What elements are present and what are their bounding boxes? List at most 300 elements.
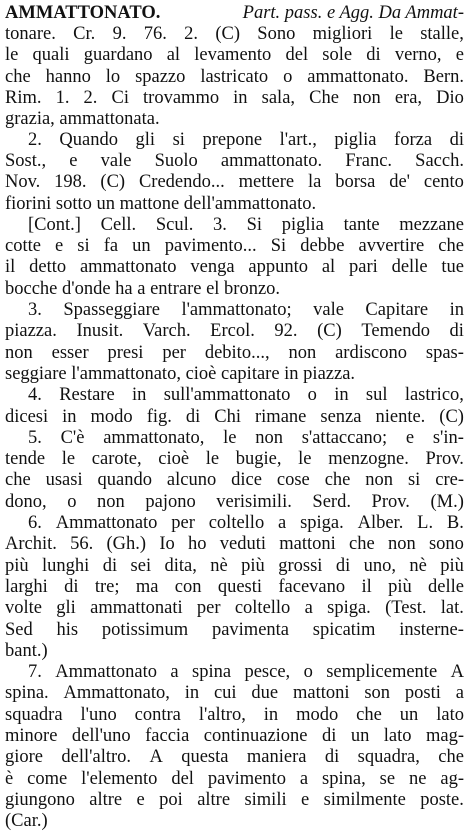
word: sala, xyxy=(261,88,296,108)
word: sul xyxy=(365,385,388,405)
entry-line xyxy=(5,532,464,556)
word: le xyxy=(298,449,312,469)
word: del xyxy=(285,45,309,65)
word: esser xyxy=(51,343,89,363)
word: 2. xyxy=(83,88,98,108)
word: s'attaccano; xyxy=(301,428,388,448)
word: in xyxy=(233,88,248,108)
entry-line xyxy=(5,745,464,769)
word: 9. xyxy=(112,24,127,44)
word: il xyxy=(5,257,16,277)
word: a xyxy=(299,769,309,789)
word: vale xyxy=(100,151,132,171)
entry-line xyxy=(5,170,464,194)
word: questi xyxy=(217,577,263,597)
word: tonare. xyxy=(5,24,56,44)
word: la xyxy=(308,172,322,192)
word: ammattonato xyxy=(79,257,177,277)
word: 92. xyxy=(274,321,298,341)
word: (C) xyxy=(317,321,342,341)
word: volte xyxy=(5,598,42,618)
word: tre; xyxy=(94,577,120,597)
word: l'uno xyxy=(80,705,117,725)
word: 56. xyxy=(70,534,94,554)
word: di xyxy=(185,407,201,427)
word: con xyxy=(174,577,202,597)
word: un xyxy=(132,236,151,256)
word: debbe xyxy=(300,236,345,256)
word: venga xyxy=(190,257,235,277)
word: e xyxy=(405,428,415,448)
word: avvertire xyxy=(358,236,425,256)
word: poi xyxy=(159,790,183,810)
word: lato xyxy=(383,726,412,746)
word: un xyxy=(399,705,419,725)
word: si xyxy=(77,236,90,256)
word: tante xyxy=(343,215,380,235)
word: son xyxy=(364,683,391,703)
word: 198. xyxy=(54,172,87,192)
word: di xyxy=(321,726,337,746)
word: ammattonato, xyxy=(103,428,205,448)
word: uno, xyxy=(363,556,396,576)
word: pavimento... xyxy=(164,236,257,256)
word: l'ammattonato; xyxy=(181,300,292,320)
word: e xyxy=(301,790,310,810)
word: che xyxy=(5,67,31,87)
word: che xyxy=(5,470,31,490)
word: che xyxy=(438,236,464,256)
word: carote, xyxy=(91,449,142,469)
word: appunto xyxy=(248,257,308,277)
word: minore xyxy=(5,726,58,746)
word: lato xyxy=(436,705,464,725)
word: [Cont.] xyxy=(28,215,81,235)
word: quando xyxy=(97,470,152,490)
word: Si xyxy=(246,215,263,235)
word: di xyxy=(366,45,381,65)
word: Archit. xyxy=(5,534,57,554)
word: Credendo... xyxy=(138,172,225,192)
word: veduti xyxy=(219,534,266,554)
word: a xyxy=(170,662,179,682)
word: cotte xyxy=(5,236,41,256)
word: quali xyxy=(32,45,70,65)
word: bugie, xyxy=(235,449,282,469)
word: spicatim xyxy=(312,620,376,640)
word: squadra xyxy=(5,705,63,725)
word: non xyxy=(255,428,283,448)
word: cre- xyxy=(435,470,464,490)
word: debito..., xyxy=(204,343,270,363)
word: Cr. xyxy=(73,24,96,44)
word: non xyxy=(97,492,125,512)
word: Scul. xyxy=(155,215,194,235)
word: ma xyxy=(135,577,159,597)
word: lastricato xyxy=(200,67,269,87)
word: dell'altro. xyxy=(61,747,132,767)
word: si xyxy=(407,470,421,490)
word: e xyxy=(55,236,64,256)
word: le xyxy=(205,449,220,469)
word: ardiscono xyxy=(335,343,408,363)
word: verno, xyxy=(394,45,442,65)
word: A xyxy=(450,662,464,682)
word: o xyxy=(307,385,317,405)
word: forza xyxy=(394,130,433,150)
word: verisimili. xyxy=(216,492,292,512)
word: Varch. xyxy=(142,321,191,341)
word: Prov. xyxy=(371,492,410,512)
word: spazzo xyxy=(135,67,186,87)
word: (Gh.) xyxy=(106,534,147,554)
word: 2. xyxy=(184,24,199,44)
entry-text: seggiare l'ammattonato, cioè capitare in piazza. xyxy=(5,364,356,384)
word: Ci xyxy=(111,88,129,108)
word: se xyxy=(379,769,396,789)
word: (C) xyxy=(439,407,464,427)
word: e xyxy=(136,790,145,810)
word: Suolo xyxy=(154,151,198,171)
word: ho xyxy=(188,534,207,554)
word: nè xyxy=(210,556,228,576)
word: Serd. xyxy=(312,492,351,512)
word: (M.) xyxy=(430,492,464,512)
word: in xyxy=(334,385,349,405)
word: Sacch. xyxy=(415,151,464,171)
word: stalle, xyxy=(420,24,464,44)
word: l'art., xyxy=(279,130,317,150)
word: Si xyxy=(270,236,287,256)
word: faccia xyxy=(145,726,190,746)
word: più xyxy=(241,556,265,576)
word: o xyxy=(67,492,77,512)
word: Dio xyxy=(436,88,464,108)
word: similmente xyxy=(323,790,406,810)
word: di xyxy=(449,321,464,341)
word: continuazione xyxy=(203,726,308,746)
word: a xyxy=(304,598,313,618)
word: è xyxy=(5,769,14,789)
word: Spasseggiare xyxy=(63,300,160,320)
word: piglia xyxy=(334,130,377,150)
word: A xyxy=(149,747,163,767)
word: cose xyxy=(276,470,310,490)
word: più xyxy=(440,556,464,576)
word: l'elemento xyxy=(81,769,158,789)
word: modo xyxy=(296,705,339,725)
word: presi xyxy=(107,343,144,363)
word: alcuno xyxy=(166,470,217,490)
word: le xyxy=(389,24,403,44)
word: s'in- xyxy=(432,428,464,448)
word: Ammattonato xyxy=(55,513,158,533)
entry-text: bant.) xyxy=(5,641,48,661)
word: di xyxy=(64,577,79,597)
entry-line xyxy=(5,809,464,833)
word: Capitare xyxy=(365,300,429,320)
word: niente. xyxy=(375,407,426,427)
word: Chi xyxy=(214,407,241,427)
word: in xyxy=(62,407,77,427)
word: non xyxy=(5,343,33,363)
word: e xyxy=(69,151,78,171)
word: spiga. xyxy=(300,513,344,533)
word: (C) xyxy=(100,172,126,192)
word: fig. xyxy=(146,407,172,427)
word: sei xyxy=(130,556,152,576)
word: delle xyxy=(428,577,464,597)
word: piazza. xyxy=(5,321,57,341)
word: migliori xyxy=(312,24,373,44)
word: come xyxy=(27,769,68,789)
word: le xyxy=(223,428,237,448)
word: che xyxy=(349,534,375,554)
word: 4. xyxy=(28,385,42,405)
word: di xyxy=(102,556,118,576)
word: pavimento xyxy=(207,769,286,789)
word: al xyxy=(321,257,336,277)
word: ne xyxy=(408,769,427,789)
word: Sost., xyxy=(5,151,47,171)
word: Che xyxy=(309,88,339,108)
word: mezzane xyxy=(399,215,464,235)
word: usasi xyxy=(45,470,83,490)
word: pari xyxy=(349,257,378,277)
word: Sono xyxy=(257,24,296,44)
word: poste. xyxy=(420,790,464,810)
word: o xyxy=(303,662,313,682)
word: che xyxy=(356,705,382,725)
word: piglia xyxy=(281,215,324,235)
word: per xyxy=(171,513,195,533)
word: Ercol. xyxy=(210,321,255,341)
word: dita, xyxy=(164,556,197,576)
word: (C) xyxy=(215,24,240,44)
word: Bern. xyxy=(423,67,464,87)
headword: AMMATTONATO. xyxy=(5,3,161,23)
word: sole xyxy=(322,45,353,65)
word: Temendo xyxy=(361,321,430,341)
word: spina, xyxy=(322,769,366,789)
word: Inusit. xyxy=(76,321,124,341)
entry-line xyxy=(5,468,464,492)
word: si xyxy=(172,130,185,150)
word: Io xyxy=(159,534,175,554)
word: al xyxy=(166,45,181,65)
word: gli xyxy=(135,130,156,150)
word: e xyxy=(455,45,464,65)
word: Restare xyxy=(59,385,115,405)
word: non xyxy=(353,88,381,108)
word: 7. xyxy=(28,662,42,682)
word: che xyxy=(438,747,464,767)
word: facevano xyxy=(278,577,346,597)
entry-text: (Car.) xyxy=(5,811,48,831)
word: potissimum xyxy=(101,620,189,640)
word: del xyxy=(171,769,194,789)
word: più xyxy=(5,556,29,576)
word: altre xyxy=(89,790,123,810)
word: sull'ammattonato xyxy=(163,385,291,405)
word: trovammo xyxy=(143,88,220,108)
word: Sed xyxy=(5,620,33,640)
word: dono, xyxy=(5,492,47,512)
entry-line xyxy=(5,596,464,620)
word: lastrico, xyxy=(404,385,464,405)
word: mattoni xyxy=(292,683,350,703)
word: in xyxy=(449,300,464,320)
word: dicesi xyxy=(5,407,49,427)
word: di xyxy=(335,556,351,576)
word: maniera xyxy=(246,747,307,767)
word: più xyxy=(388,577,412,597)
word: o xyxy=(283,67,293,87)
word: B. xyxy=(446,513,464,533)
word: insterne- xyxy=(399,620,464,640)
word: mag- xyxy=(425,726,464,746)
word: posti xyxy=(404,683,441,703)
word: Quando xyxy=(59,130,118,150)
word: L. xyxy=(417,513,434,533)
word: 1. xyxy=(55,88,70,108)
word: giore xyxy=(5,747,44,767)
word: Alber. xyxy=(357,513,404,533)
word: modo xyxy=(90,407,133,427)
word: a xyxy=(278,513,287,533)
word: Franc. xyxy=(345,151,393,171)
word: squadra, xyxy=(357,747,420,767)
word: 2. xyxy=(28,130,42,150)
word: ammattonati xyxy=(90,598,183,618)
word: il xyxy=(361,577,372,597)
word: per xyxy=(162,343,186,363)
word: l'altro, xyxy=(198,705,246,725)
word: dell'uno xyxy=(71,726,131,746)
word: contra xyxy=(134,705,181,725)
word: ag- xyxy=(440,769,464,789)
word: simili xyxy=(244,790,287,810)
entry-text: grazia, ammattonata. xyxy=(5,109,160,129)
word: ammattonato. xyxy=(220,151,323,171)
word: Ammattonato xyxy=(55,662,157,682)
word: altre xyxy=(197,790,231,810)
word: lunghi xyxy=(42,556,90,576)
word: guardano xyxy=(83,45,153,65)
word: in xyxy=(131,385,147,405)
word: spas- xyxy=(425,343,464,363)
word: Rim. xyxy=(5,88,42,108)
word: prepone xyxy=(202,130,263,150)
word: vale xyxy=(313,300,344,320)
entry-line xyxy=(5,43,464,67)
word: spiga. xyxy=(327,598,371,618)
word: le xyxy=(61,449,76,469)
word: de' xyxy=(389,172,410,192)
word: non xyxy=(387,534,416,554)
word: un xyxy=(350,726,370,746)
word: cioè xyxy=(158,449,190,469)
word: di xyxy=(324,747,340,767)
word: levamento xyxy=(194,45,272,65)
word: a xyxy=(455,683,464,703)
word: grossi xyxy=(278,556,323,576)
word: (Test. xyxy=(385,598,427,618)
word: spina. xyxy=(5,683,49,703)
word: menzogne. xyxy=(328,449,409,469)
word: hanno xyxy=(45,67,91,87)
word: due xyxy=(251,683,279,703)
word: 3. xyxy=(213,215,227,235)
word: era, xyxy=(394,88,423,108)
word: cui xyxy=(213,683,237,703)
word: nè xyxy=(409,556,427,576)
word: 5. xyxy=(28,428,42,448)
word: spina xyxy=(192,662,232,682)
word: larghi xyxy=(5,577,48,597)
word: Ammattonato, xyxy=(63,683,170,703)
word: questa xyxy=(181,747,229,767)
word: cento xyxy=(423,172,464,192)
word: borsa xyxy=(335,172,376,192)
word: 3. xyxy=(28,300,42,320)
word: giungono xyxy=(5,790,75,810)
word: di xyxy=(449,130,464,150)
word: mattoni xyxy=(279,534,336,554)
word: detto xyxy=(29,257,67,277)
word: gli xyxy=(56,598,76,618)
sense-4 xyxy=(28,383,464,407)
word: che xyxy=(324,470,351,490)
word: in xyxy=(263,705,279,725)
word: rimane xyxy=(255,407,307,427)
word: Nov. xyxy=(5,172,41,192)
word: coltello xyxy=(208,513,265,533)
entry-line xyxy=(5,255,464,279)
word: non xyxy=(288,343,317,363)
word: semplicemente xyxy=(326,662,438,682)
word: in xyxy=(184,683,200,703)
word: dice xyxy=(231,470,262,490)
entry-text: bocche d'onde ha a entrare el bronzo. xyxy=(5,279,281,299)
word: delle xyxy=(391,257,428,277)
word: Prov. xyxy=(425,449,464,469)
word: ammattonato. xyxy=(307,67,409,87)
word: C'è xyxy=(60,428,85,448)
word: pavimenta xyxy=(211,620,290,640)
word: lo xyxy=(105,67,121,87)
word: coltello xyxy=(234,598,291,618)
word: his xyxy=(56,620,79,640)
word: pesce, xyxy=(244,662,291,682)
word: le xyxy=(5,45,19,65)
word: sono xyxy=(428,534,464,554)
word: Cell. xyxy=(100,215,137,235)
entry-line xyxy=(5,681,464,705)
entry-line xyxy=(5,319,464,343)
word: lat. xyxy=(440,598,464,618)
word: mettere xyxy=(238,172,295,192)
word: per xyxy=(196,598,221,618)
word: senza xyxy=(320,407,362,427)
word: pajono xyxy=(145,492,196,512)
word: non xyxy=(365,470,394,490)
word: 6. xyxy=(28,513,42,533)
entry-text: fiorini sotto un mattone dell'ammattonato. xyxy=(5,194,317,214)
word: 76. xyxy=(143,24,167,44)
word: fa xyxy=(103,236,119,256)
entry-text: Part. pass. e Agg. Da Ammat- xyxy=(242,3,464,23)
